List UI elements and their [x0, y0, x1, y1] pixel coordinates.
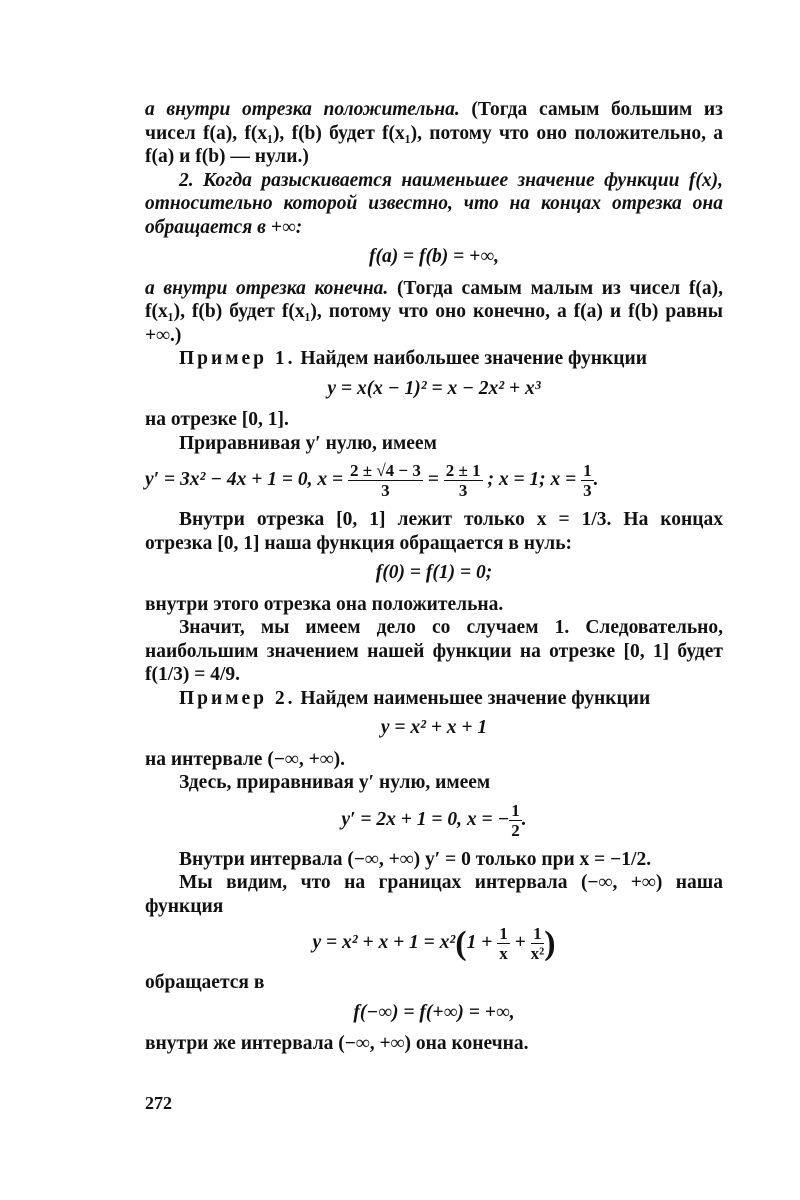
- formula-part: .: [593, 468, 599, 490]
- paragraph: [145, 593, 723, 617]
- paragraph-text: Внутри интервала (−∞, +∞) y′ = 0 только при x = −1/2.: [179, 848, 652, 870]
- formula: f(a) = f(b) = +∞,: [368, 246, 500, 267]
- paragraph-text: Значит, мы имеем дело со случаем 1. Следовательно, наибольшим значением нашей функции на отрезке [0, 1] будет f(1/3) = 4/9.: [145, 617, 723, 685]
- fraction-denominator: 3: [458, 481, 468, 500]
- formula: f(0) = f(1) = 0;: [375, 562, 493, 583]
- paragraph-text: Найдем наименьшее значение функции: [295, 687, 651, 709]
- example-heading: Пример 1.: [179, 348, 296, 369]
- paragraph: [145, 871, 723, 918]
- paragraph-text: (Тогда самым малым из чисел f(a), f(x₁), f(b) будет f(x₁), потому что оно конечно, а f(a) и f(b) равны +∞.): [145, 277, 723, 346]
- formula-part: =: [422, 468, 444, 490]
- fraction-numerator: 1: [583, 461, 592, 480]
- fraction-one-over-x-squared: [531, 924, 545, 963]
- fraction-numerator: 2 ± 1: [445, 461, 481, 480]
- italic-lead: а внутри отрезка конечна.: [145, 277, 389, 299]
- fraction-one-third: [581, 461, 594, 500]
- paragraph: [145, 432, 723, 456]
- paragraph: [145, 277, 723, 348]
- fraction-root-expression: [348, 461, 423, 500]
- fraction-numerator: 1: [531, 924, 545, 944]
- example-heading: Пример 2.: [179, 687, 296, 709]
- italic-lead: 2. Когда разыскивается наименьшее значение функции f(x), относительно которой известно, что на концах отрезка она обращается в +∞:: [145, 169, 723, 238]
- fraction-denominator: 3: [583, 481, 592, 500]
- close-paren: ): [544, 924, 556, 962]
- page-text: [145, 98, 723, 1056]
- paragraph: [145, 971, 723, 995]
- paragraph-text: Приравнивая y′ нулю, имеем: [179, 432, 437, 454]
- paragraph: [145, 347, 723, 371]
- paragraph-text: Мы видим, что на границах интервала (−∞, +∞) наша функция: [145, 872, 723, 917]
- paragraph: [145, 408, 723, 432]
- fraction-denominator: 2: [511, 820, 520, 840]
- fraction-denominator: 3: [381, 481, 390, 500]
- formula: y = x(x − 1)² = x − 2x² + x³: [327, 377, 541, 399]
- page-number: 272: [145, 1093, 172, 1113]
- paragraph-text: обращается в: [145, 972, 265, 993]
- italic-lead: а внутри отрезка положительна.: [145, 99, 460, 120]
- formula-derivative: [145, 801, 723, 840]
- fraction-numerator: 2 ± √4 − 3: [350, 461, 421, 480]
- paragraph: [145, 748, 723, 772]
- formula-factored: [145, 924, 723, 963]
- fraction-numerator: 1: [499, 924, 508, 943]
- paragraph-text: внутри же интервала (−∞, +∞) она конечна.: [145, 1033, 529, 1054]
- paragraph: [145, 169, 723, 240]
- paragraph: [145, 687, 723, 711]
- paragraph-text: Внутри отрезка [0, 1] лежит только x = 1/3. На концах отрезка [0, 1] наша функция обращается в нуль:: [145, 509, 723, 554]
- paragraph: [145, 771, 723, 795]
- formula-part: +: [509, 931, 531, 953]
- formula-part: y = x² + x + 1 = x²: [312, 931, 456, 953]
- paragraph-text: внутри этого отрезка она положительна.: [145, 593, 504, 615]
- fraction-denominator: x²: [530, 944, 545, 963]
- paragraph: [145, 1032, 723, 1056]
- formula-part: y′ = 3x² − 4x + 1 = 0, x =: [145, 468, 348, 490]
- fraction-denominator: x: [499, 944, 508, 963]
- formula-part: 1 +: [466, 931, 498, 953]
- formula-part: y′ = 2x + 1 = 0, x = −: [341, 808, 510, 830]
- paragraph-text: на интервале (−∞, +∞).: [145, 748, 345, 770]
- formula-roots: [145, 461, 723, 500]
- paragraph-text: Найдем наибольшее значение функции: [295, 348, 647, 369]
- formula-part: .: [521, 808, 527, 830]
- formula: y = x² + x + 1: [380, 717, 488, 738]
- fraction-two-plus-minus-one: [444, 461, 483, 500]
- paragraph-text: (Тогда самым большим из чисел f(a), f(x₁), f(b) будет f(x₁), потому что оно положительно, а f(a) и f(b) — нули.): [145, 99, 723, 167]
- formula: f(−∞) = f(+∞) = +∞,: [353, 1001, 515, 1023]
- paragraph-text: Здесь, приравнивая y′ нулю, имеем: [179, 772, 491, 793]
- paragraph: [145, 508, 723, 555]
- paragraph: [145, 98, 723, 169]
- open-paren: (: [455, 924, 467, 962]
- formula-part: ; x = 1; x =: [482, 468, 582, 490]
- paragraph-text: на отрезке [0, 1].: [145, 409, 289, 430]
- paragraph: [145, 848, 723, 872]
- fraction-one-half: [509, 801, 522, 840]
- fraction-one-over-x: [497, 924, 510, 963]
- fraction-numerator: 1: [511, 800, 520, 820]
- paragraph: [145, 616, 723, 687]
